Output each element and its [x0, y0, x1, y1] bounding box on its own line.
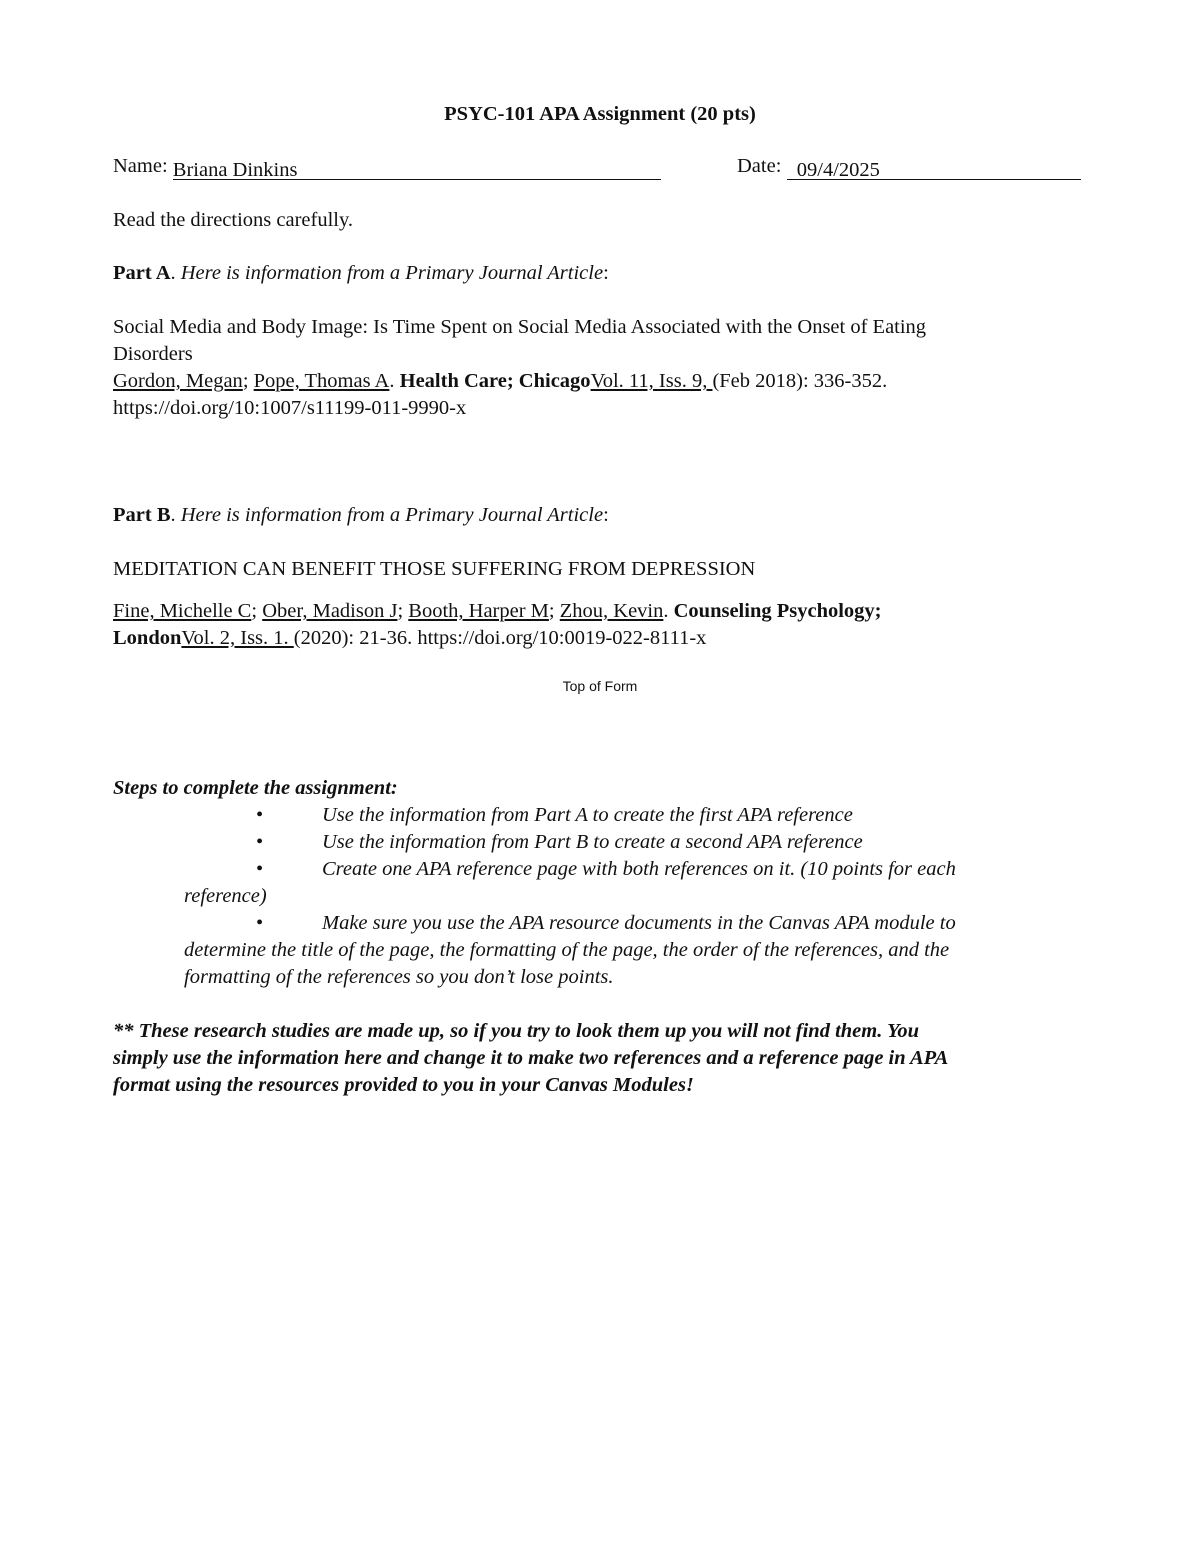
part-a-article-title: Social Media and Body Image: Is Time Spent on Social Media Associated with the Onset of Eating [113, 316, 927, 338]
note: ** These research studies are made up, so if you try to look them up you will not find them. You [113, 1020, 920, 1042]
part-b-citation-cont: LondonVol. 2, Iss. 1. (2020): 21-36. https://doi.org/10:0019-022-8111-x [113, 627, 707, 649]
step-item: Use the information from Part B to create a second APA reference [322, 831, 863, 853]
part-a-doi: https://doi.org/10:1007/s11199-011-9990-x [113, 397, 467, 419]
step-item-cont: reference) [184, 885, 267, 907]
step-item-cont: determine the title of the page, the formatting of the page, the order of the references, and the [184, 939, 950, 961]
page-title: PSYC-101 APA Assignment (20 pts) [444, 103, 756, 125]
bullet-icon: • [256, 858, 264, 880]
step-item: Make sure you use the APA resource documents in the Canvas APA module to [322, 912, 956, 934]
bullet-icon: • [256, 804, 264, 826]
part-b-citation: Fine, Michelle C; Ober, Madison J; Booth, Harper M; Zhou, Kevin. Counseling Psychology; [113, 600, 882, 622]
bullet-icon: • [256, 831, 264, 853]
steps-heading: Steps to complete the assignment: [113, 777, 398, 799]
step-item: Create one APA reference page with both references on it. (10 points for each [322, 858, 956, 880]
name-line [113, 153, 661, 180]
name-label: Name: [113, 155, 168, 177]
name-field[interactable]: Briana Dinkins [173, 157, 661, 180]
part-a-citation: Gordon, Megan; Pope, Thomas A. Health Care; ChicagoVol. 11, Iss. 9, (Feb 2018): 336-352. [113, 370, 888, 392]
part-b-article-title: MEDITATION CAN BENEFIT THOSE SUFFERING FROM DEPRESSION [113, 558, 756, 580]
note-cont: format using the resources provided to you in your Canvas Modules! [113, 1074, 694, 1096]
top-of-form-marker: Top of Form [562, 678, 638, 694]
step-item: Use the information from Part A to create the first APA reference [322, 804, 853, 826]
date-field[interactable]: 09/4/2025 [787, 157, 1081, 180]
part-a-heading: Part A. Here is information from a Primary Journal Article: [113, 262, 609, 284]
part-a-article-title-cont: Disorders [113, 343, 193, 365]
date-label: Date: [737, 155, 782, 177]
step-item-cont: formatting of the references so you don’t lose points. [184, 966, 614, 988]
note-cont: simply use the information here and change it to make two references and a reference page in APA [113, 1047, 949, 1069]
part-b-heading: Part B. Here is information from a Primary Journal Article: [113, 504, 609, 526]
directions: Read the directions carefully. [113, 209, 354, 231]
date-line [737, 153, 1081, 180]
bullet-icon: • [256, 912, 264, 934]
